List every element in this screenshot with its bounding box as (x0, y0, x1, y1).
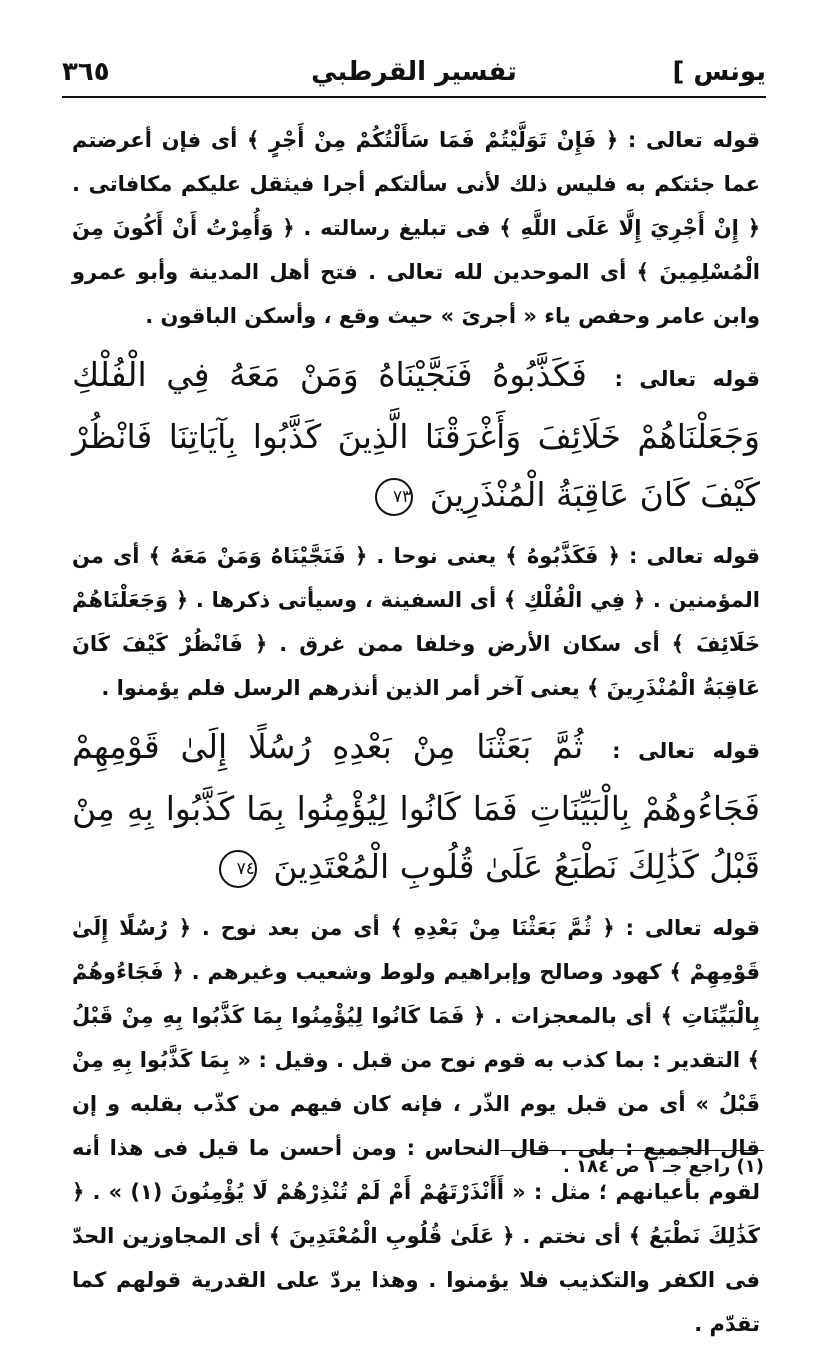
book-title: تفسير القرطبي (311, 57, 517, 87)
footnote: (١) راجع جـ ١ ص ١٨٤ . (562, 1156, 764, 1177)
quran-verse (72, 346, 760, 524)
header-rule (62, 96, 766, 98)
commentary-paragraph: قوله تعالى : ﴿ ثُمَّ بَعَثْنَا مِنْ بَعْدِهِ ﴾ أى من بعد نوح . ﴿ رُسُلًا إِلَىٰ قَوْمِهِمْ ﴾ كهود وصالح وإبراهيم ولوط وشعيب وغيرهم . ﴿ فَجَاءُوهُمْ بِالْبَيِّنَاتِ ﴾ أى بالمعجزات . ﴿ فَمَا كَانُوا لِيُؤْمِنُوا بِمَا كَذَّبُوا بِهِ مِنْ قَبْلُ ﴾ التقدير : بما كذب به قوم نوح من قبل . وقيل : « بِمَا كَذَّبُوا بِهِ مِنْ قَبْلُ » أى من قبل يوم الذّر ، فإنه كان فيهم من كذّب بقلبه و إن قال الجميع : بلى . قال النحاس : ومن أحسن ما قيل فى هذا أنه لقوم بأعيانهم ؛ مثل : « أَأَنْذَرْتَهُمْ أَمْ لَمْ تُنْذِرْهُمْ لَا يُؤْمِنُونَ (١) » . ﴿ كَذَٰلِكَ نَطْبَعُ ﴾ أى نختم . ﴿ عَلَىٰ قُلُوبِ الْمُعْتَدِينَ ﴾ أى المجاوزين الحدّ فى الكفر والتكذيب فلا يؤمنوا . وهذا يردّ على القدرية قولهم كما تقدّم . (72, 916, 760, 1336)
quran-verse (72, 718, 760, 896)
verse-text: فَكَذَّبُوهُ فَنَجَّيْنَاهُ وَمَنْ مَعَهُ فِي الْفُلْكِ وَجَعَلْنَاهُمْ خَلَائِفَ وَأَغْرَقْنَا الَّذِينَ كَذَّبُوا بِآيَاتِنَا فَانْظُرْ كَيْفَ كَانَ عَاقِبَةُ الْمُنْذَرِينَ (72, 355, 760, 514)
verse-intro: قوله تعالى : (612, 739, 761, 763)
page-number: ٣٦٥ (62, 57, 110, 87)
verse-number-marker: ٧٣ (375, 478, 413, 516)
running-header (62, 50, 766, 94)
verse-intro: قوله تعالى : (614, 367, 761, 391)
commentary-paragraph: قوله تعالى : ﴿ فَكَذَّبُوهُ ﴾ يعنى نوحا . ﴿ فَنَجَّيْنَاهُ وَمَنْ مَعَهُ ﴾ أى من المؤمنين . ﴿ فِي الْفُلْكِ ﴾ أى السفينة ، وسيأتى ذكرها . ﴿ وَجَعَلْنَاهُمْ خَلَائِفَ ﴾ أى سكان الأرض وخلفا ممن غرق . ﴿ فَانْظُرْ كَيْفَ كَانَ عَاقِبَةُ الْمُنْذَرِينَ ﴾ يعنى آخر أمر الذين أنذرهم الرسل فلم يؤمنوا . (72, 544, 760, 700)
footnote-rule (500, 1150, 764, 1151)
surah-name: يونس ] (672, 57, 766, 87)
verse-text: ثُمَّ بَعَثْنَا مِنْ بَعْدِهِ رُسُلًا إِلَىٰ قَوْمِهِمْ فَجَاءُوهُمْ بِالْبَيِّنَاتِ فَمَا كَانُوا لِيُؤْمِنُوا بِمَا كَذَّبُوا بِهِ مِنْ قَبْلُ كَذَٰلِكَ نَطْبَعُ عَلَىٰ قُلُوبِ الْمُعْتَدِينَ (72, 727, 760, 886)
verse-number-marker: ٧٤ (219, 850, 257, 888)
commentary-paragraph: قوله تعالى : ﴿ فَإِنْ تَوَلَّيْتُمْ فَمَا سَأَلْتُكُمْ مِنْ أَجْرٍ ﴾ أى فإن أعرضتم عما جئتكم به فليس ذلك لأنى سألتكم أجرا فيثقل عليكم مكافاتى . ﴿ إِنْ أَجْرِيَ إِلَّا عَلَى اللَّهِ ﴾ فى تبليغ رسالته . ﴿ وَأُمِرْتُ أَنْ أَكُونَ مِنَ الْمُسْلِمِينَ ﴾ أى الموحدين لله تعالى . فتح أهل المدينة وأبو عمرو وابن عامر وحفص ياء « أجرىَ » حيث وقع ، وأسكن الباقون . (72, 128, 760, 328)
